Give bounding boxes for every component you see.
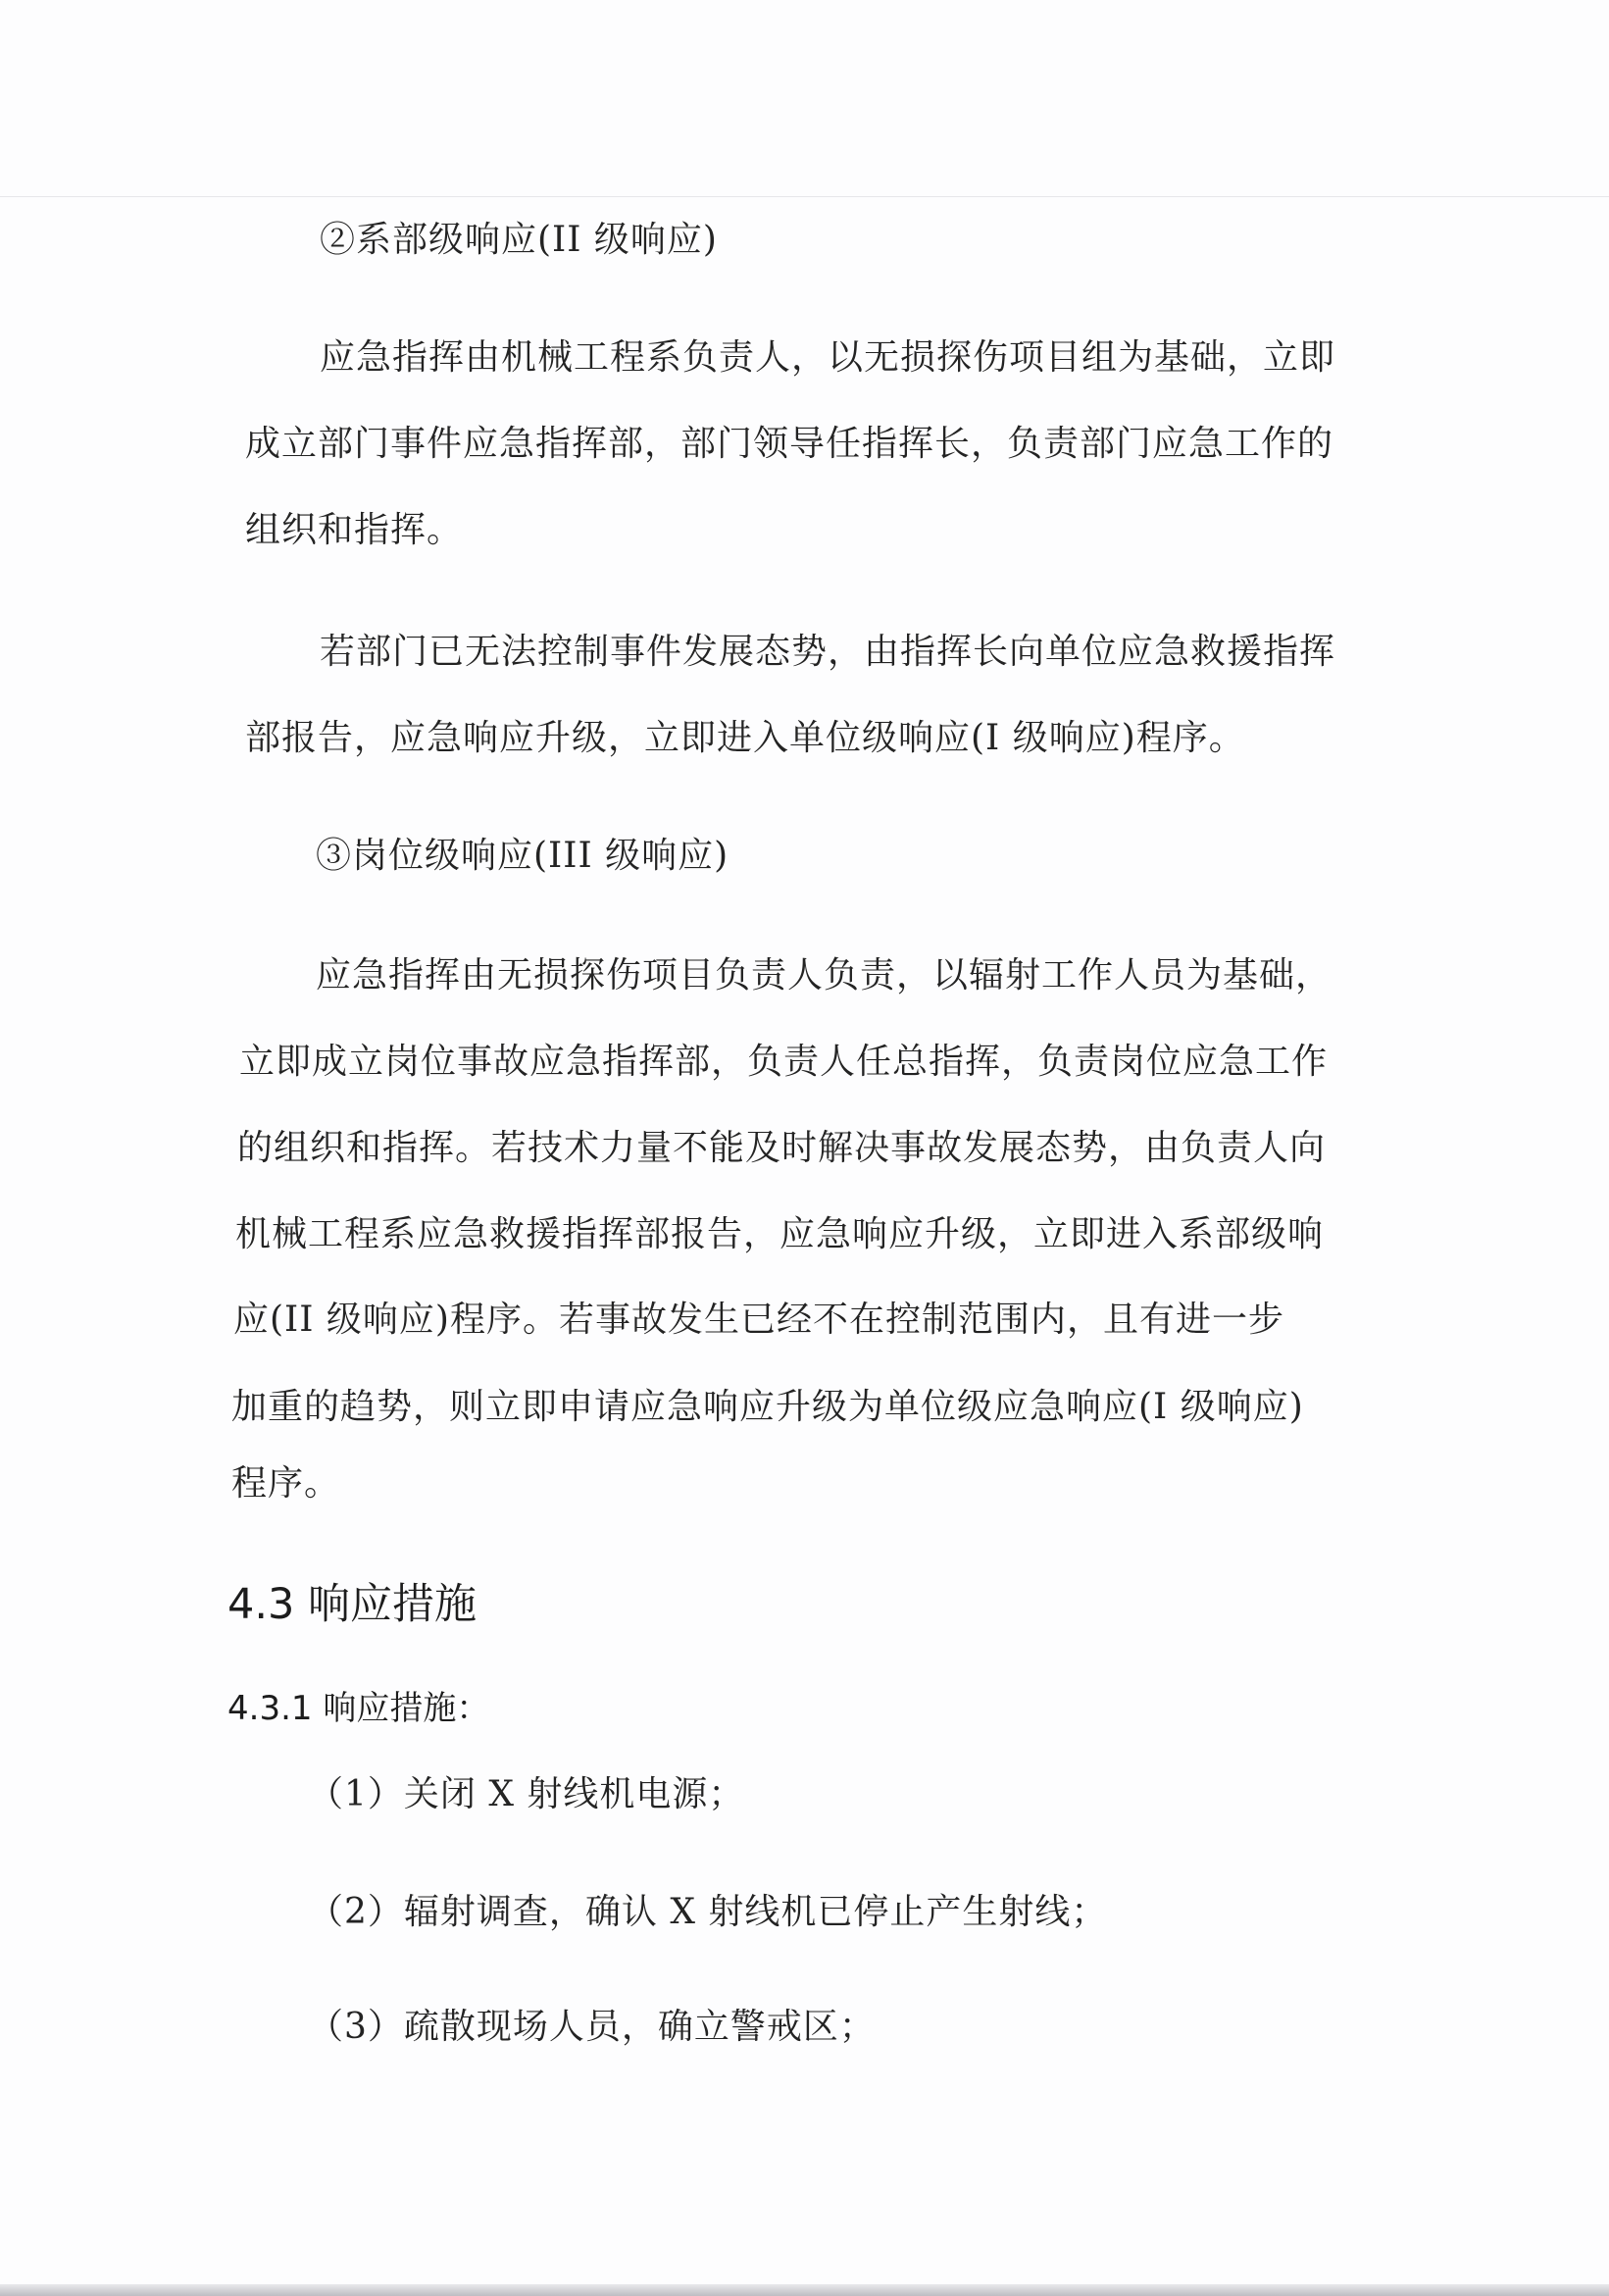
level3-para1-line4: 机械工程系应急救援指挥部报告，应急响应升级，立即进入系部级响 [235, 1214, 1325, 1254]
level3-para1-line6: 加重的趋势，则立即申请应急响应升级为单位级应急响应(I 级响应) [231, 1387, 1304, 1427]
level2-para1-line1: 应急指挥由机械工程系负责人，以无损探伤项目组为基础，立即 [320, 337, 1336, 378]
measure-item-3: （3）疏散现场人员，确立警戒区； [308, 2007, 876, 2047]
measure-item-2: （2）辐射调查，确认 X 射线机已停止产生射线； [308, 1892, 1108, 1932]
level3-para1-line2: 立即成立岗位事故应急指挥部，负责人任总指挥，负责岗位应急工作 [239, 1042, 1329, 1082]
level2-para2-line2: 部报告，应急响应升级，立即进入单位级响应(I 级响应)程序。 [245, 718, 1245, 758]
scan-bottom-edge [0, 2284, 1609, 2296]
level3-para1-line7: 程序。 [231, 1463, 341, 1504]
level2-para2-line1: 若部门已无法控制事件发展态势，由指挥长向单位应急救援指挥 [320, 632, 1336, 672]
level3-para1-line3: 的组织和指挥。若技术力量不能及时解决事故发展态势，由负责人向 [237, 1128, 1327, 1168]
level2-para1-line2: 成立部门事件应急指挥部，部门领导任指挥长，负责部门应急工作的 [245, 424, 1334, 464]
level3-para1-line5: 应(II 级响应)程序。若事故发生已经不在控制范围内，且有进一步 [233, 1300, 1284, 1340]
scan-top-rule [0, 196, 1609, 197]
level2-para1-line3: 组织和指挥。 [245, 510, 464, 550]
subsection-title: 4.3.1 响应措施： [227, 1689, 490, 1728]
level3-para1-line1: 应急指挥由无损探伤项目负责人负责，以辐射工作人员为基础， [316, 955, 1332, 995]
measure-item-1: （1）关闭 X 射线机电源； [308, 1774, 745, 1814]
level3-heading: ③岗位级响应(III 级响应) [316, 836, 729, 876]
level2-heading: ②系部级响应(II 级响应) [320, 220, 718, 260]
section-title: 4.3 响应措施 [227, 1580, 478, 1629]
